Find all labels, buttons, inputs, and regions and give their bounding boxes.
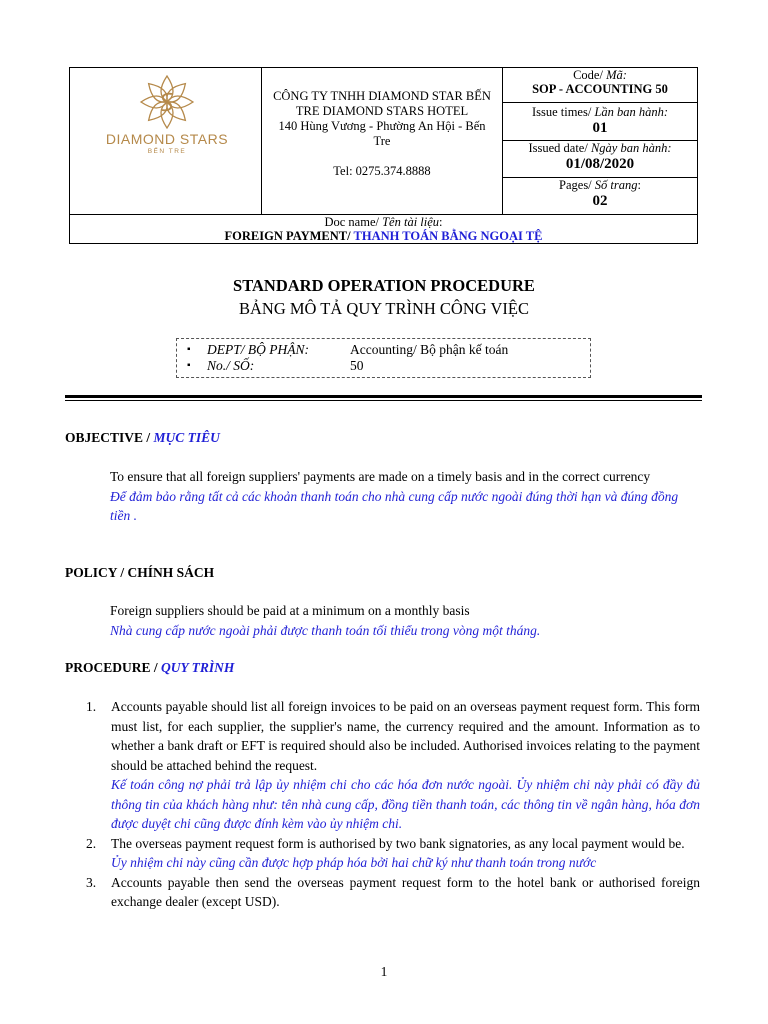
- procedure-item-vi: Ủy nhiệm chi này cũng cần được hợp pháp hóa bởi hai chữ ký như thanh toán trong nước: [111, 855, 597, 870]
- procedure-item-number: 1.: [86, 699, 97, 714]
- issue-label: Issue times/: [531, 105, 592, 119]
- procedure-item-number: 3.: [86, 874, 97, 890]
- objective-heading-en: OBJECTIVE /: [65, 430, 151, 445]
- objective-heading: [65, 430, 220, 446]
- divider-thick: [65, 395, 702, 398]
- code-label: Code/: [573, 68, 603, 82]
- procedure-item: [86, 834, 700, 873]
- title-vietnamese: BẢNG MÔ TẢ QUY TRÌNH CÔNG VIỆC: [239, 299, 529, 318]
- code-row: [503, 68, 697, 103]
- policy-heading: [65, 565, 214, 581]
- title-english: STANDARD OPERATION PROCEDURE: [233, 276, 535, 295]
- policy-heading-en: POLICY /: [65, 565, 125, 580]
- pages-label: Pages/: [559, 178, 592, 192]
- procedure-heading-vi: QUY TRÌNH: [161, 660, 235, 675]
- logo-sub: BẾN TRE: [147, 148, 187, 155]
- date-label-vi: Ngày ban hành:: [590, 141, 672, 155]
- issue-value: 01: [592, 120, 608, 136]
- procedure-item: [86, 697, 700, 834]
- dept-key: DEPT/ BỘ PHẬN:: [207, 342, 309, 357]
- dept-box: [176, 338, 591, 378]
- date-row: [503, 141, 697, 178]
- doc-name-row: [70, 214, 697, 243]
- issue-label-vi: Lần ban hành:: [594, 105, 669, 119]
- divider-thin: [65, 400, 702, 401]
- procedure-item-en: Accounts payable should list all foreign invoices to be paid on an overseas payment request form. This form must list, for each supplier, the supplier's name, the currency required and the amount. Information as to whether a bank draft or EFT is required should also be included. Authorised invoices relating to the payment should be attached behind the request.: [111, 699, 700, 773]
- header-table: [69, 67, 698, 244]
- pages-value: 02: [592, 193, 608, 209]
- objective-text-vi: Để đảm bảo rằng tất cả các khoản thanh toán cho nhà cung cấp nước ngoài đúng thời hạn và đúng đồng tiền .: [110, 488, 679, 523]
- docname-label-vi: Tên tài liệu: [382, 215, 440, 229]
- docname-label-colon: :: [439, 215, 443, 229]
- bullet-icon: ▪: [187, 344, 191, 355]
- objective-heading-vi: MỤC TIÊU: [153, 430, 220, 445]
- star-flower-icon: [96, 74, 238, 130]
- logo-brand: DIAMOND STARS: [105, 131, 229, 147]
- company-address: 140 Hùng Vương - Phường An Hội - Bến Tre: [278, 119, 486, 148]
- company-info-cell: [262, 68, 503, 214]
- policy-text-vi: Nhà cung cấp nước ngoài phải được thanh toán tối thiểu trong vòng một tháng.: [110, 622, 541, 638]
- issue-row: [503, 103, 697, 141]
- meta-cell: [503, 68, 697, 214]
- pages-row: [503, 178, 697, 214]
- procedure-heading-en: PROCEDURE /: [65, 660, 158, 675]
- policy-text-en: Foreign suppliers should be paid at a minimum on a monthly basis: [110, 603, 470, 618]
- procedure-item-en: Accounts payable then send the overseas payment request form to the hotel bank or authorised foreign exchange dealer (except USD).: [111, 874, 700, 909]
- date-label: Issued date/: [528, 141, 588, 155]
- policy-heading-vi: CHÍNH SÁCH: [127, 565, 215, 580]
- company-logo: [96, 74, 238, 160]
- procedure-item-en: The overseas payment request form is authorised by two bank signatories, as any local payment would be.: [111, 835, 685, 851]
- docname-vi: THANH TOÁN BẰNG NGOẠI TỆ: [353, 229, 543, 243]
- procedure-item-number: 2.: [86, 835, 97, 851]
- procedure-item: [86, 873, 700, 912]
- docname-label: Doc name/: [324, 215, 379, 229]
- no-value: 50: [350, 358, 364, 373]
- logo-cell: [70, 68, 262, 214]
- no-key: No./ SỐ:: [207, 358, 255, 373]
- objective-text: [110, 467, 700, 526]
- date-value: 01/08/2020: [565, 156, 635, 172]
- company-tel: Tel: 0275.374.8888: [333, 164, 431, 178]
- dept-value: Accounting/ Bộ phận kế toán: [350, 342, 509, 357]
- procedure-list: [86, 697, 700, 912]
- docname-en: FOREIGN PAYMENT/: [224, 229, 351, 243]
- company-name: CÔNG TY TNHH DIAMOND STAR BẾN TRE DIAMOND STARS HOTEL: [273, 89, 491, 118]
- page-number: 1: [380, 964, 388, 979]
- bullet-icon: ▪: [187, 360, 191, 371]
- procedure-heading: [65, 660, 234, 676]
- code-label-vi: Mã:: [606, 68, 627, 82]
- procedure-item-vi: Kế toán công nợ phải trả lập ủy nhiệm chi cho các hóa đơn nước ngoài. Ủy nhiệm chi này phải có đầy đủ thông tin của khách hàng như: tên nhà cung cấp, đồng tiền thanh toán, các thông tin về ngân hàng, hóa đơn được duyệt chi cũng được đính kèm vào ủy nhiệm chi.: [111, 777, 700, 831]
- pages-label-vi: Số trang: [594, 178, 638, 192]
- code-value: SOP - ACCOUNTING 50: [532, 82, 668, 96]
- policy-text: [110, 601, 700, 640]
- pages-label-colon: :: [637, 178, 641, 192]
- objective-text-en: To ensure that all foreign suppliers' payments are made on a timely basis and in the correct currency: [110, 469, 651, 484]
